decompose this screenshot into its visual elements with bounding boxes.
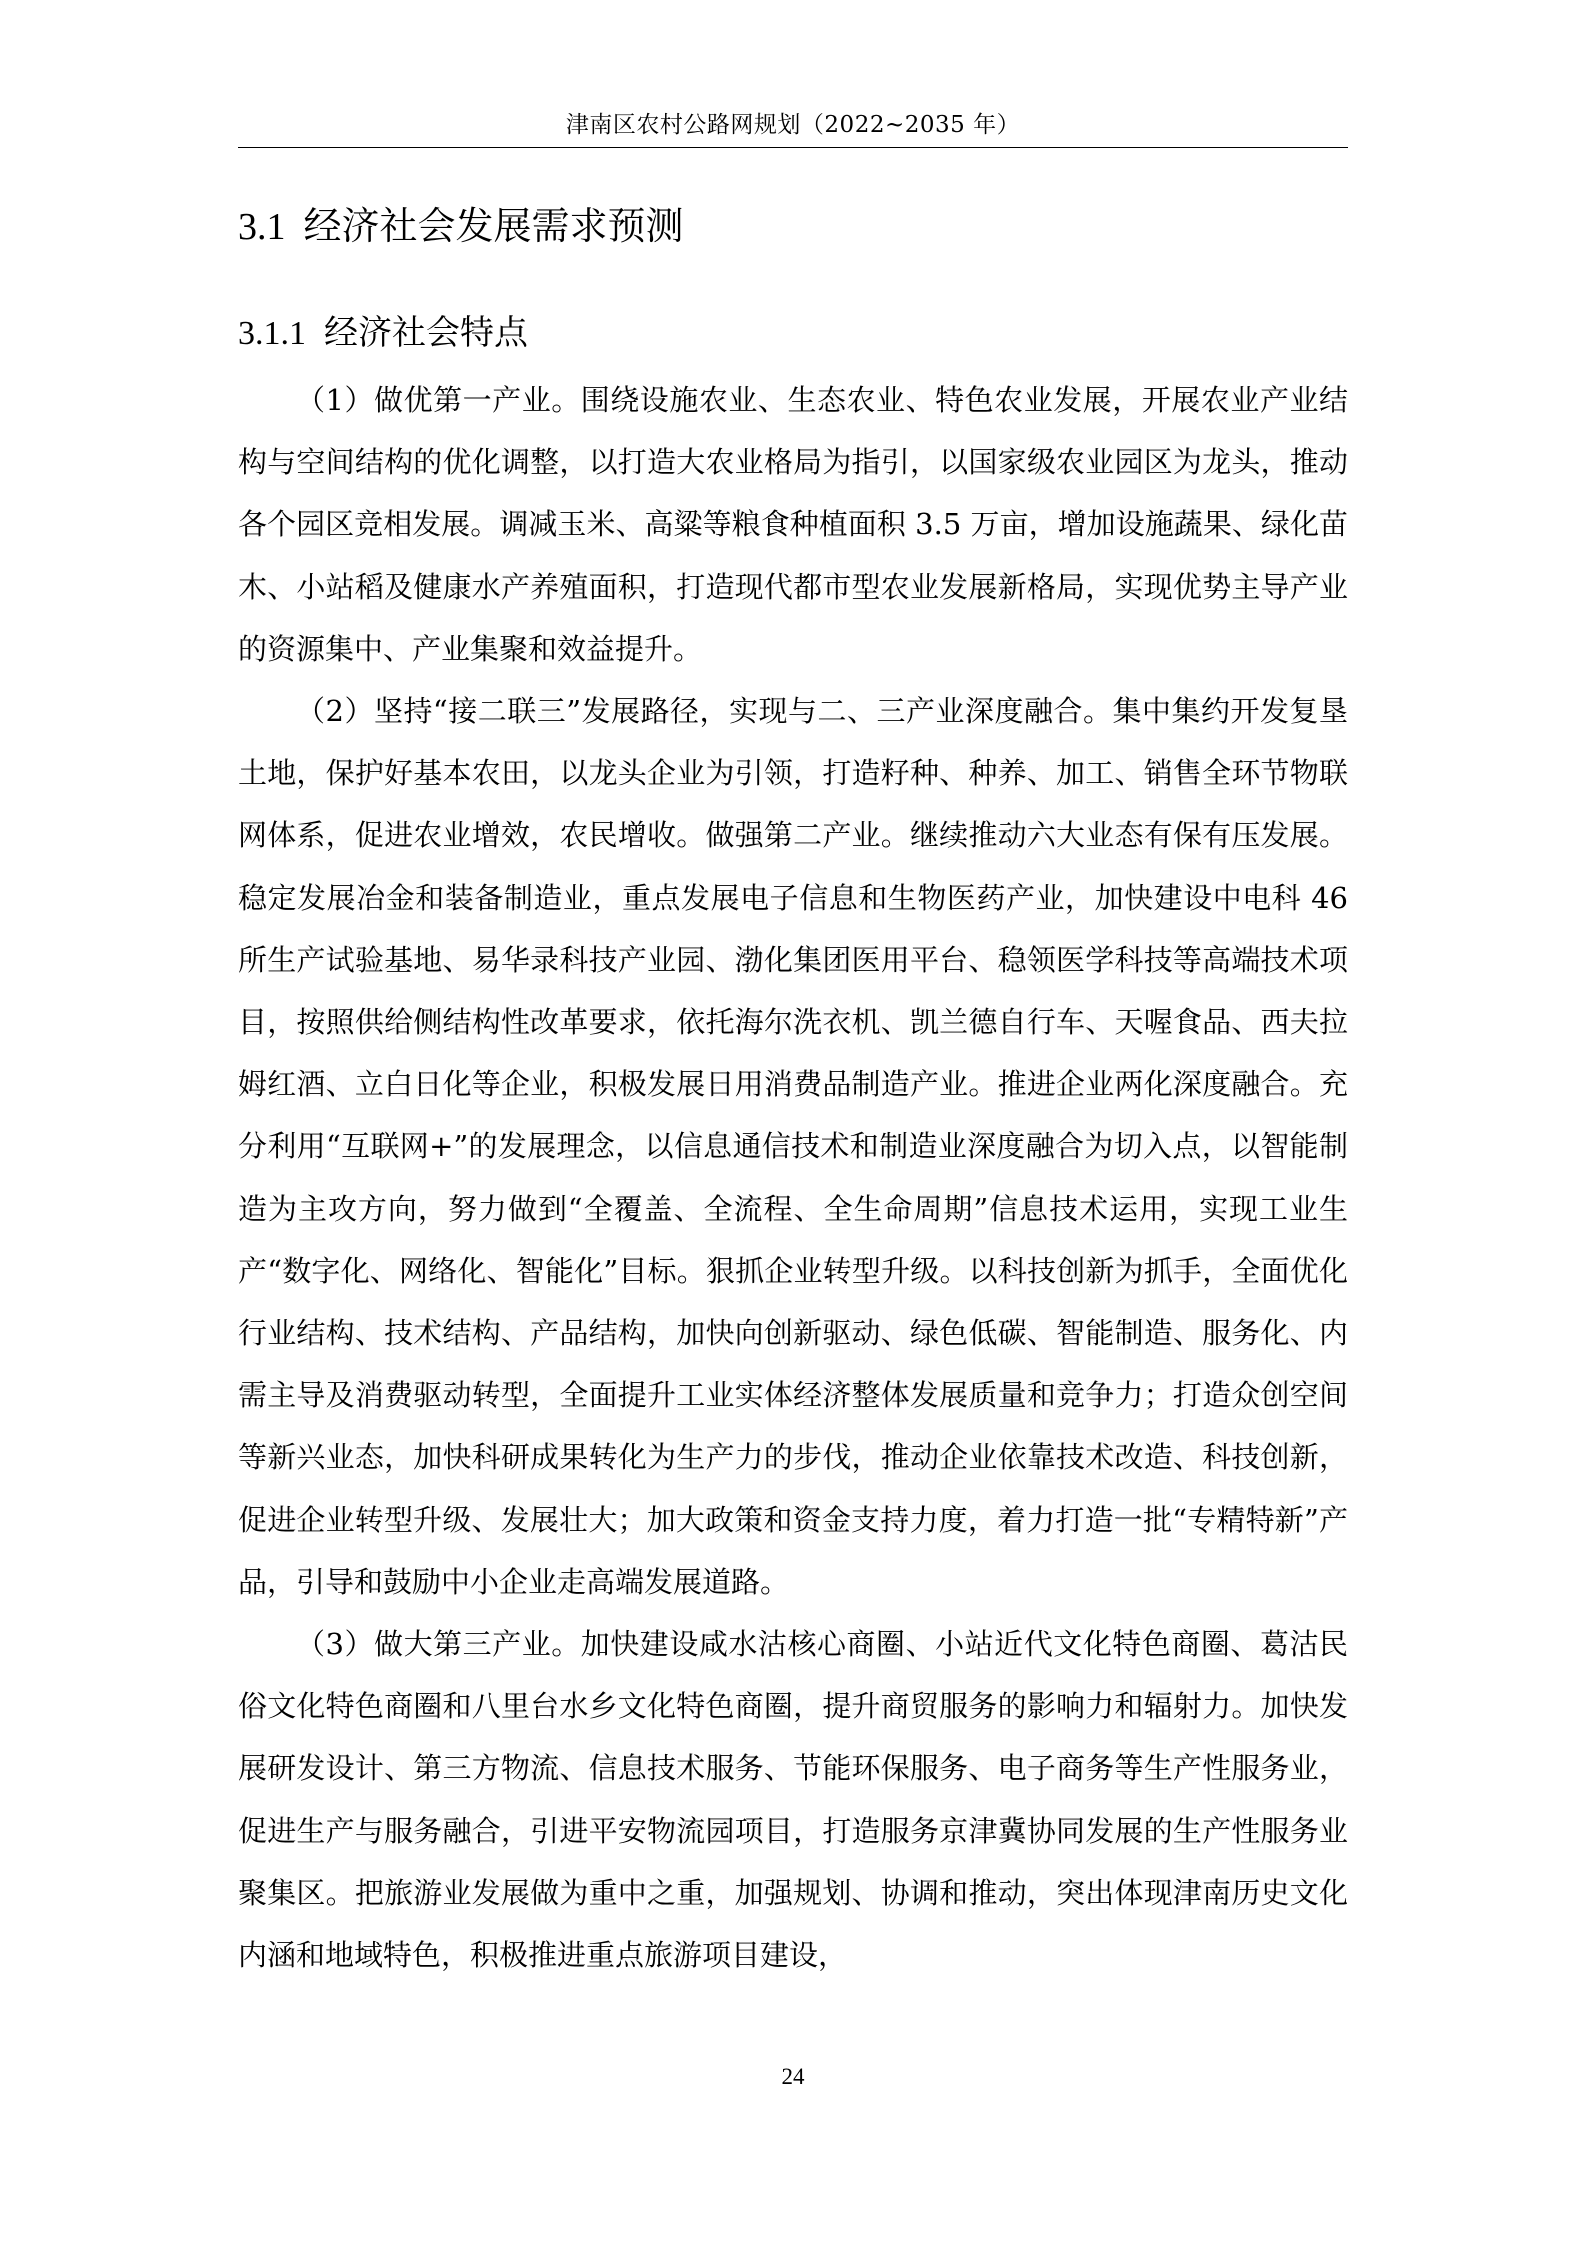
section-number: 3.1 [238, 206, 286, 248]
paragraph-primary-industry: （1）做优第一产业。围绕设施农业、生态农业、特色农业发展，开展农业产业结构与空间结构的优化调整，以打造大农业格局为指引，以国家级农业园区为龙头，推动各个园区竞相发展。调减玉米、高粱等粮食种植面积 3.5 万亩，增加设施蔬果、绿化苗木、小站稻及健康水产养殖面积，打造现代都市型农业发展新格局，实现优势主导产业的资源集中、产业集聚和效益提升。 [238, 383, 1348, 666]
subsection-number: 3.1.1 [238, 315, 306, 352]
paragraph-secondary-industry: （2）坚持“接二联三”发展路径，实现与二、三产业深度融合。集中集约开发复垦土地，保护好基本农田，以龙头企业为引领，打造籽种、种养、加工、销售全环节物联网体系，促进农业增效，农民增收。做强第二产业。继续推动六大业态有保有压发展。稳定发展冶金和装备制造业，重点发展电子信息和生物医药产业，加快建设中电科 46 所生产试验基地、易华录科技产业园、渤化集团医用平台、稳领医学科技等高端技术项目，按照供给侧结构性改革要求，依托海尔洗衣机、凯兰德自行车、天喔食品、西夫拉姆红酒、立白日化等企业，积极发展日用消费品制造产业。推进企业两化深度融合。充分利用“互联网+”的发展理念，以信息通信技术和制造业深度融合为切入点，以智能制造为主攻方向，努力做到“全覆盖、全流程、全生命周期”信息技术运用，实现工业生产“数字化、网络化、智能化”目标。狠抓企业转型升级。以科技创新为抓手，全面优化行业结构、技术结构、产品结构，加快向创新驱动、绿色低碳、智能制造、服务化、内需主导及消费驱动转型，全面提升工业实体经济整体发展质量和竞争力；打造众创空间等新兴业态，加快科研成果转化为生产力的步伐，推动企业依靠技术改造、科技创新，促进企业转型升级、发展壮大；加大政策和资金支持力度，着力打造一批“专精特新”产品，引导和鼓励中小企业走高端发展道路。 [238, 694, 1348, 1599]
section-heading [238, 198, 1348, 254]
subsection-heading [238, 307, 1348, 359]
page-content [238, 198, 1348, 1986]
header-divider [238, 147, 1348, 148]
running-header: 津南区农村公路网规划（2022~2035 年） [565, 112, 1021, 138]
paragraph-tertiary-industry: （3）做大第三产业。加快建设咸水沽核心商圈、小站近代文化特色商圈、葛沽民俗文化特色商圈和八里台水乡文化特色商圈，提升商贸服务的影响力和辐射力。加快发展研发设计、第三方物流、信息技术服务、节能环保服务、电子商务等生产性服务业，促进生产与服务融合，引进平安物流园项目，打造服务京津冀协同发展的生产性服务业聚集区。把旅游业发展做为重中之重，加强规划、协调和推动，突出体现津南历史文化内涵和地域特色，积极推进重点旅游项目建设， [238, 1627, 1348, 1973]
subsection-title: 经济社会特点 [324, 313, 528, 353]
section-title: 经济社会发展需求预测 [303, 204, 684, 248]
page-number: 24 [781, 2064, 805, 2089]
